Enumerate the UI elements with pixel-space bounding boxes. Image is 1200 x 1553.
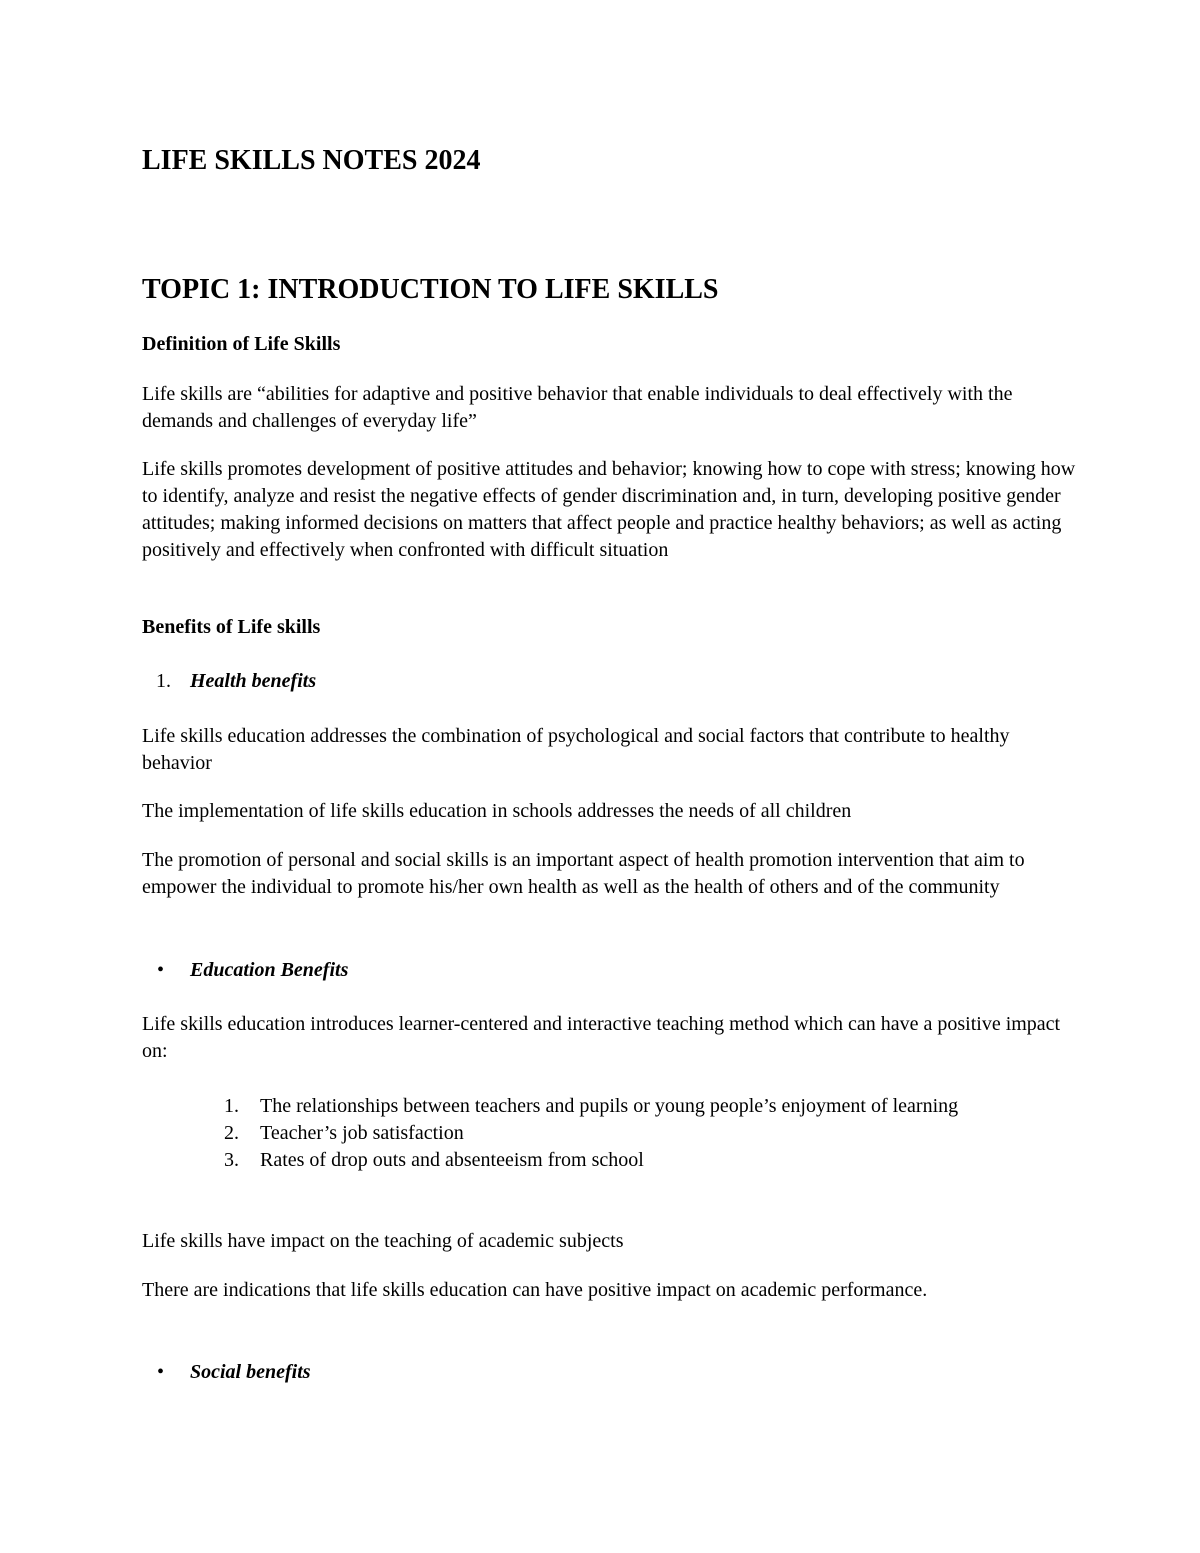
bullet-icon: • [157, 959, 165, 981]
list-item [224, 1120, 1044, 1147]
social-benefits-title: Social benefits [190, 1361, 311, 1383]
list-item [224, 1147, 1044, 1174]
education-benefits-item [142, 957, 348, 984]
document-title: LIFE SKILLS NOTES 2024 [142, 145, 481, 176]
health-paragraph-2: The implementation of life skills education in schools addresses the needs of all children [142, 800, 852, 822]
education-impact-list [224, 1093, 1044, 1174]
list-item-text: Teacher’s job satisfaction [260, 1122, 464, 1144]
social-benefits-item [142, 1359, 311, 1386]
health-benefits-title: Health benefits [190, 670, 317, 692]
list-item [224, 1093, 1044, 1120]
list-number: 3. [224, 1149, 239, 1171]
bullet-icon: • [157, 1361, 165, 1383]
definition-heading: Definition of Life Skills [142, 333, 341, 355]
education-paragraph-2: There are indications that life skills education can have positive impact on academic performance. [142, 1279, 928, 1301]
list-item-text: Rates of drop outs and absenteeism from school [260, 1149, 644, 1171]
list-number: 2. [224, 1122, 239, 1144]
education-paragraph-1: Life skills have impact on the teaching of academic subjects [142, 1230, 624, 1252]
definition-paragraph-2: Life skills promotes development of positive attitudes and behavior; knowing how to cope with stress; knowing how to identify, analyze and resist the negative effects of gender discrimination and, in turn, developing positive gender attitudes; making informed decisions on matters that affect people and practice healthy behaviors; as well as acting positively and effectively when confronted with difficult situation [142, 458, 1076, 561]
education-benefits-title: Education Benefits [190, 959, 349, 981]
topic-heading: TOPIC 1: INTRODUCTION TO LIFE SKILLS [142, 274, 719, 305]
benefits-heading: Benefits of Life skills [142, 616, 321, 638]
education-intro: Life skills education introduces learner-centered and interactive teaching method which can have a positive impact on: [142, 1013, 1061, 1062]
definition-paragraph-1: Life skills are “abilities for adaptive and positive behavior that enable individuals to deal effectively with the demands and challenges of everyday life” [142, 383, 1013, 432]
list-number: 1. [224, 1095, 239, 1117]
health-paragraph-3: The promotion of personal and social skills is an important aspect of health promotion intervention that aim to empower the individual to promote his/her own health as well as the health of others and of the community [142, 849, 1025, 898]
list-number: 1. [156, 670, 171, 692]
list-item-text: The relationships between teachers and pupils or young people’s enjoyment of learning [260, 1095, 959, 1117]
health-benefits-item [142, 668, 316, 695]
health-paragraph-1: Life skills education addresses the combination of psychological and social factors that contribute to healthy behavior [142, 725, 1010, 774]
